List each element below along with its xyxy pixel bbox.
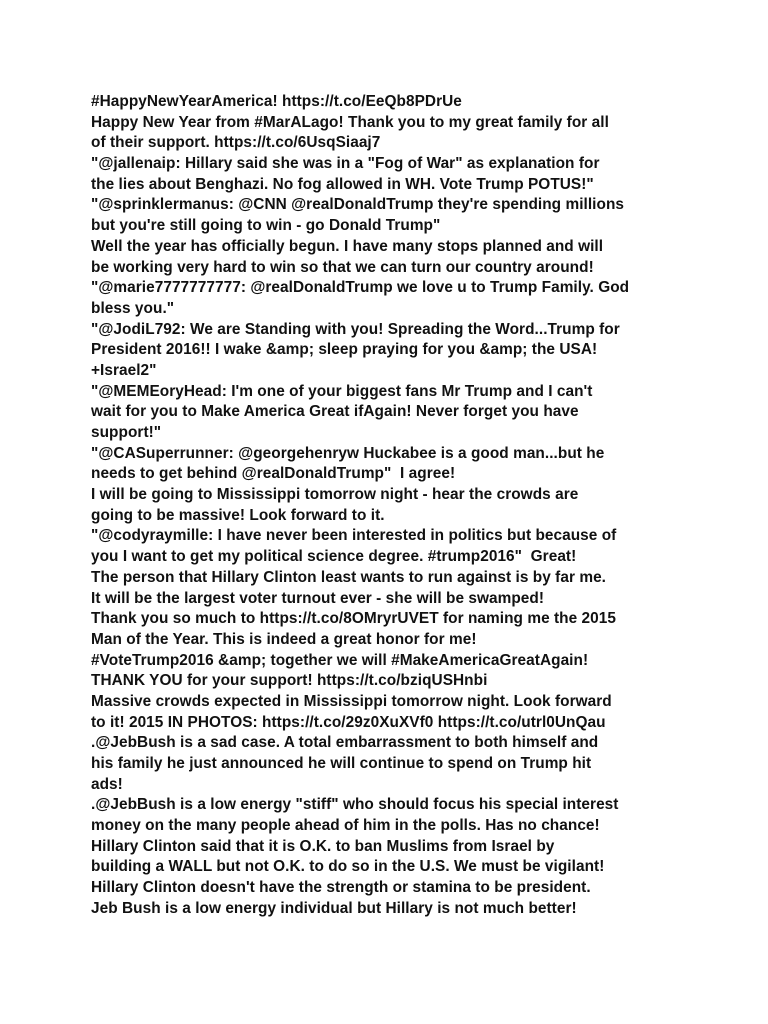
text-line: but you're still going to win - go Donald Trump": [91, 217, 441, 235]
text-line: Well the year has officially begun. I have many stops planned and will: [91, 237, 604, 255]
text-line: of their support. https://t.co/6UsqSiaaj7: [91, 134, 381, 152]
text-line: going to be massive! Look forward to it.: [91, 506, 385, 524]
text-line: I will be going to Mississippi tomorrow night - hear the crowds are: [91, 486, 579, 504]
text-line: wait for you to Make America Great ifAgain! Never forget you have: [91, 403, 579, 421]
text-line: "@JodiL792: We are Standing with you! Spreading the Word...Trump for: [91, 320, 620, 338]
text-line: ads!: [91, 775, 123, 793]
text-line: money on the many people ahead of him in the polls. Has no chance!: [91, 817, 600, 835]
document-page: [91, 92, 731, 920]
text-line: .@JebBush is a low energy "stiff" who should focus his special interest: [91, 796, 619, 814]
text-line: the lies about Benghazi. No fog allowed in WH. Vote Trump POTUS!": [91, 175, 594, 193]
text-line: "@codyraymille: I have never been interested in politics but because of: [91, 527, 617, 545]
text-line: "@jallenaip: Hillary said she was in a "Fog of War" as explanation for: [91, 155, 600, 173]
text-line: building a WALL but not O.K. to do so in the U.S. We must be vigilant!: [91, 858, 605, 876]
text-line: +Israel2": [91, 361, 157, 379]
text-line: "@CASuperrunner: @georgehenryw Huckabee is a good man...but he: [91, 444, 605, 462]
text-line: Massive crowds expected in Mississippi tomorrow night. Look forward: [91, 692, 612, 710]
text-line: It will be the largest voter turnout ever - she will be swamped!: [91, 589, 545, 607]
text-line: bless you.": [91, 299, 175, 317]
text-line: President 2016!! I wake &amp; sleep praying for you &amp; the USA!: [91, 341, 598, 359]
text-line: Hillary Clinton doesn't have the strength or stamina to be president.: [91, 879, 591, 897]
text-line: you I want to get my political science degree. #trump2016" Great!: [91, 548, 577, 566]
text-line: Man of the Year. This is indeed a great honor for me!: [91, 630, 477, 648]
text-line: Jeb Bush is a low energy individual but Hillary is not much better!: [91, 899, 577, 917]
text-line: #VoteTrump2016 &amp; together we will #MakeAmericaGreatAgain!: [91, 651, 589, 669]
text-line: "@marie7777777777: @realDonaldTrump we love u to Trump Family. God: [91, 279, 630, 297]
text-line: #HappyNewYearAmerica! https://t.co/EeQb8PDrUe: [91, 93, 462, 110]
text-line: be working very hard to win so that we can turn our country around!: [91, 258, 594, 276]
text-line: The person that Hillary Clinton least wants to run against is by far me.: [91, 568, 607, 586]
text-line: "@MEMEoryHead: I'm one of your biggest fans Mr Trump and I can't: [91, 382, 593, 400]
text-line: to it! 2015 IN PHOTOS: https://t.co/29z0XuXVf0 https://t.co/utrl0UnQau: [91, 713, 606, 731]
text-line: THANK YOU for your support! https://t.co/bziqUSHnbi: [91, 672, 488, 690]
text-line: support!": [91, 424, 162, 441]
text-line: needs to get behind @realDonaldTrump" I agree!: [91, 465, 456, 483]
text-line: his family he just announced he will continue to spend on Trump hit: [91, 755, 592, 772]
text-line: Happy New Year from #MarALago! Thank you to my great family for all: [91, 113, 609, 131]
text-line: .@JebBush is a sad case. A total embarrassment to both himself and: [91, 734, 599, 752]
text-line: "@sprinklermanus: @CNN @realDonaldTrump they're spending millions: [91, 196, 625, 214]
text-line: Thank you so much to https://t.co/8OMryrUVET for naming me the 2015: [91, 610, 617, 628]
text-line: Hillary Clinton said that it is O.K. to ban Muslims from Israel by: [91, 837, 555, 855]
